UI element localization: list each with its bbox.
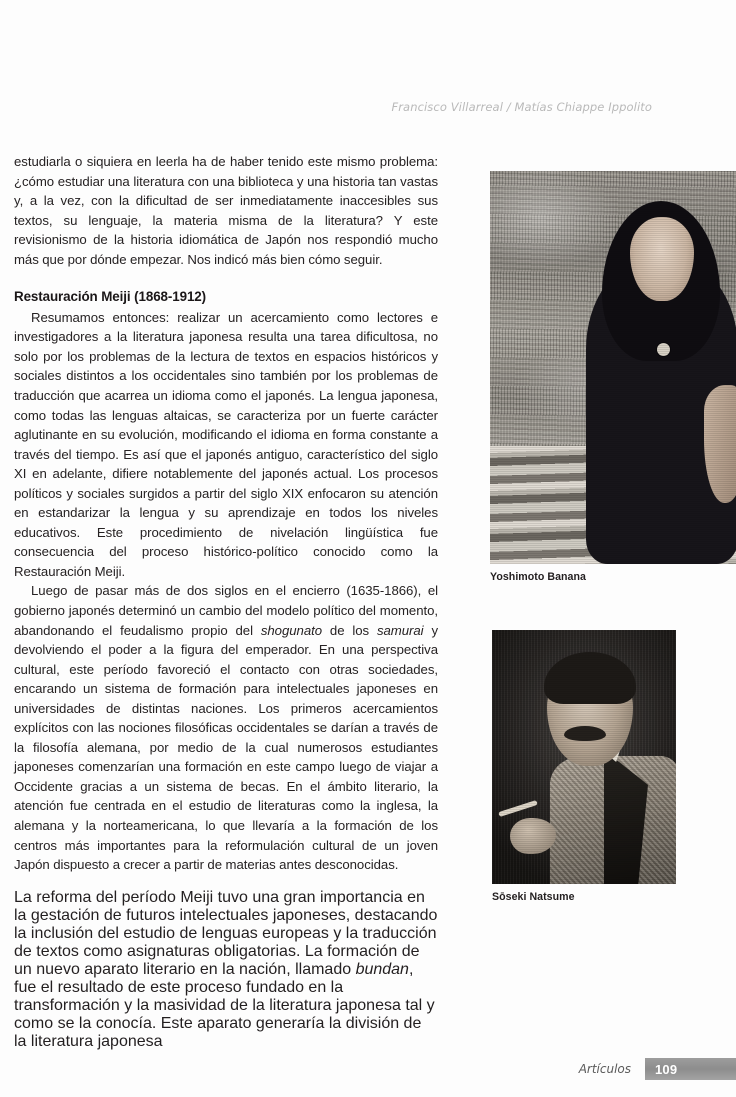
body-text-lower: [14, 873, 438, 1067]
photo-yoshimoto-banana: [490, 171, 736, 564]
footer-page-number: 109: [655, 1062, 678, 1077]
paragraph-3-text-c: y devolviendo el poder a la figura del emperador. En una perspectiva cultural, este período favoreció el contacto con otras sociedades, encarando un sistema de formación para intelectuales japoneses en universidades de distintas naciones. Los primeros acercamientos explícitos con las nociones filosóficas occidentales se darían a través de la filosofía alemana, por medio de la cual numerosos estudiantes japoneses comenzarían una formación en este campo luego de viajar a Occidente gracias a un sistema de becas. En el ámbito literario, la atención fue centrada en el estudio de literaturas como la inglesa, la alemana y la norteamericana, lo que llevaría a la formación de los centros más importantes para la reformulación cultural de un joven Japón dispuesto a crecer a partir de materias antes desconocidas.: [14, 622, 438, 873]
photo-subject-moustache: [564, 726, 606, 741]
term-bundan: bundan: [355, 961, 409, 978]
body-text-upper: [14, 152, 438, 875]
running-head: Francisco Villarreal / Matías Chiappe Ippolito: [391, 100, 652, 114]
figure-caption-soseki-natsume: Sōseki Natsume: [492, 891, 575, 903]
paragraph-4-text-a: La reforma del período Meiji tuvo una gran importancia en la gestación de futuros intelectuales japoneses, destacando la inclusión del estudio de lenguas europeas y la traducción de textos como asignaturas obligatorias. La formación de un nuevo aparato literario en la nación, llamado: [14, 889, 438, 978]
paragraph-4-text-b: , fue el resultado de este proceso fundado en la transformación y la masividad de la literatura japonesa tal y como se la conocía. Este aparato generaría la división de la literatura japonesa: [14, 961, 435, 1050]
paragraph-2: Resumamos entonces: realizar un acercamiento como lectores e investigadores a la literatura japonesa resulta una tarea dificultosa, no solo por los problemas de la lectura de textos en espacios históricos y sociales distintos a los occidentales sino también por los problemas de traducción que acarrea un idioma como el japonés. La lengua japonesa, como todas las lenguas altaicas, se caracteriza por un fuerte carácter aglutinante en su evolución, modificando el idioma en forma constante a través del tiempo. Es así que el japonés antiguo, característico del siglo XI en adelante, difiere notablemente del japonés actual. Los procesos políticos y sociales surgidos a partir del siglo XIX enfocaron su atención en estandarizar la lengua y su aprendizaje en todos los niveles educativos. Este procedimiento de nivelación lingüística fue consecuencia del proceso histórico-político conocido como la Restauración Meiji.: [14, 309, 438, 579]
photo-subject-pendant: [657, 343, 670, 356]
figure-yoshimoto-banana: [490, 171, 736, 583]
footer-section-label: Artículos: [578, 1062, 631, 1076]
term-samurai: samurai: [376, 622, 424, 638]
term-shogunato: shogunato: [260, 622, 323, 638]
paragraph-3-text-a: Luego de pasar más de dos siglos en el encierro (1635-1866), el gobierno japonés determinó un cambio del modelo político del momento, abandonando el feudalismo propio del: [14, 583, 438, 638]
figure-soseki-natsume: [492, 630, 676, 903]
photo-soseki-natsume: [492, 630, 676, 884]
paragraph-3: [14, 581, 438, 874]
figure-caption-yoshimoto-banana: Yoshimoto Banana: [490, 571, 586, 583]
paragraph-4: [14, 889, 438, 1051]
paragraph-3-text-b: de los: [322, 622, 377, 638]
paragraph-1: estudiarla o siquiera en leerla ha de haber tenido este mismo problema: ¿cómo estudiar una literatura con una biblioteca y una historia tan vastas y, a la vez, con la dificultad de ser inmediatamente inaccesibles sus textos, su lenguaje, la materia misma de la literatura? Y este revisionismo de la historia idiomática de Japón nos respondió mucho más que por dónde empezar. Nos indicó más bien cómo seguir.: [14, 154, 438, 267]
section-heading-restauracion-meiji: Restauración Meiji (1868-1912): [14, 289, 206, 305]
